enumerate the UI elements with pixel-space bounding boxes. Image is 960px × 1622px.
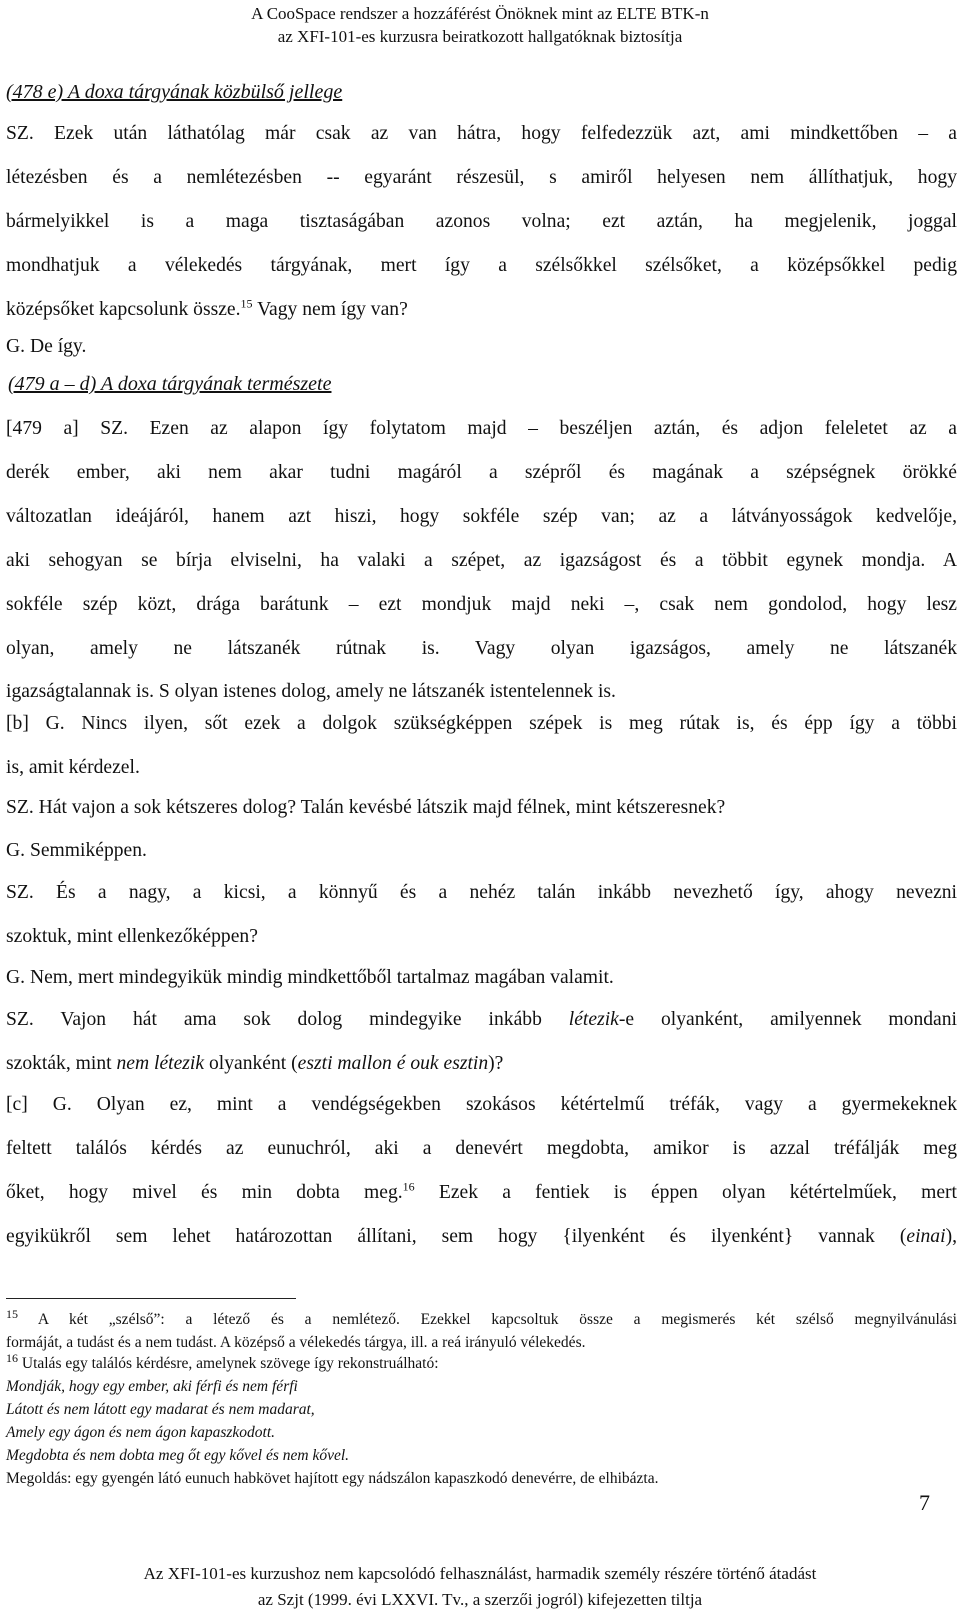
text-line: olyan, amely ne látszanék rútnak is. Vagy olyan igazságos, amely ne látszanék <box>6 637 957 659</box>
text-line: létezésben és a nemlétezésben -- egyaránt részesül, s amiről helyesen nem állíthatjuk, hogy <box>6 166 957 188</box>
riddle-solution: Megoldás: egy gyengén látó eunuch habkövet hajított egy nádszálon kapaszkodó denevérre, de elhibázta. <box>6 1470 659 1487</box>
text-line: sokféle szép közt, drága barátunk – ezt mondjuk majd neki –, csak nem gondolod, hogy lesz <box>6 593 957 615</box>
text-line: SZ. És a nagy, a kicsi, a könnyű és a nehéz talán inkább nevezhető így, ahogy nevezni <box>6 882 957 903</box>
riddle-line: Látott és nem látott egy madarat és nem madarat, <box>6 1401 315 1418</box>
text-line: SZ. Vajon hát ama sok dolog mindegyike inkább létezik-e olyanként, amilyennek mondani <box>6 1009 957 1030</box>
text-line: is, amit kérdezel. <box>6 756 140 778</box>
paragraph-nagy-kicsi <box>6 871 957 959</box>
text-line: őket, hogy mivel és min dobta meg.$^{16}$ Ezek a fentiek is éppen olyan kétértelműek, mert <box>6 1179 957 1203</box>
riddle-line: Megdobta és nem dobta meg őt egy kővel és nem kővel. <box>6 1447 350 1464</box>
footer-line-2: az Szjt (1999. évi LXXVI. Tv., a szerzői jogról) kifejezetten tiltja <box>257 1590 703 1609</box>
text-line: aki sehogyan se bírja elviselni, ha valaki a szépet, az igazságost és a többit egynek mondja. A <box>6 549 957 571</box>
footnote-separator <box>6 1298 296 1299</box>
text-line: szokták, mint nem létezik olyanként (eszti mallon é ouk esztin)? <box>6 1052 504 1074</box>
text-line: derék ember, aki nem akar tudni magáról a szépről és magának a szépségnek örökké <box>6 461 957 483</box>
header-line-1: A CooSpace rendszer a hozzáférést Önöknek mint az ELTE BTK-n <box>251 4 709 23</box>
text-line: igazságtalannak is. S olyan istenes dolog, amely ne látszanék istentelennek is. <box>6 681 616 703</box>
text-line: változatlan ideájáról, hanem azt hiszi, hogy sokféle szép van; az a látványosságok kedvelője, <box>6 505 957 527</box>
text-line: feltett találós kérdés az eunuchról, aki a denevért megdobta, amikor is azzal tréfálják meg <box>6 1137 957 1159</box>
section1-paragraph <box>6 112 957 332</box>
reply-line: G. De így. <box>6 336 87 357</box>
header-line-2: az XFI-101-es kurzusra beiratkozott hallgatóknak biztosítja <box>277 27 683 46</box>
paragraph-double: SZ. Hát vajon a sok kétszeres dolog? Talán kevésbé látszik majd félnek, mint kétszeresnek? <box>6 797 726 818</box>
text-line: bármelyikkel is a maga tisztaságában azonos volna; ezt aztán, ha megjelenik, joggal <box>6 210 957 232</box>
riddle-line: Mondják, hogy egy ember, aki férfi és nem férfi <box>6 1378 298 1395</box>
paragraph-479c <box>6 1083 957 1259</box>
section-title-478e: (478 e) A doxa tárgyának közbülső jellege <box>6 81 343 103</box>
footnote-ref-16[interactable]: 16 <box>402 1179 415 1194</box>
footer-line-1: Az XFI-101-es kurzushoz nem kapcsolódó felhasználást, harmadik személy részére történő átadást <box>143 1564 817 1583</box>
text-line: SZ. Ezek után láthatólag már csak az van hátra, hogy felfedezzük azt, ami mindkettőben – a <box>6 123 957 144</box>
text-line: középsőket kapcsolunk össze.$^{15}$ Vagy nem így van? <box>6 296 408 320</box>
paragraph-479a <box>6 407 957 714</box>
text-line: [c] G. Olyan ez, mint a vendégségekben szokásos kétértelmű tréfák, vagy a gyermekeknek <box>6 1094 957 1115</box>
footnote-15: $^{15}$ A két „szélső”: a létező és a nemlétező. Ezekkel kapcsoltuk össze a megismerés két szélső megnyilvánulási formáját, a tudást és a nem tudást. A középső a vélekedés tárgya, ill. a reá irányuló vélekedés. <box>6 1306 957 1351</box>
text-line: [479 a] SZ. Ezen az alapon így folytatom majd – beszéljen aztán, és adjon feleletet az a <box>6 418 957 439</box>
page-number: 7 <box>919 1490 930 1515</box>
text-line: [b] G. Nincs ilyen, sőt ezek a dolgok szükségképpen szépek is meg rútak is, és épp így a többi <box>6 713 957 734</box>
paragraph-mindkettobol: G. Nem, mert mindegyikük mindig mindkettőből tartalmaz magában valamit. <box>6 967 614 988</box>
section-title-479: (479 a – d) A doxa tárgyának természete <box>8 373 332 395</box>
text-line: mondhatjuk a vélekedés tárgyának, mert így a szélsőkkel szélsőket, a középsőkkel pedig <box>6 254 957 276</box>
footnote-16: $^{16}$ Utalás egy találós kérdésre, amelynek szövege így rekonstruálható: Mondják, hogy egy ember, aki férfi és nem férfi Látott és nem látott egy madarat és nem madarat, Amely egy ágon és nem ágon kapaszkodott. Megdobta és nem dobta meg őt egy kővel és nem kővel. Megoldás: egy gyengén látó eunuch habkövet hajított egy nádszálon kapaszkodó denevérre, de elhibázta. <box>6 1352 957 1490</box>
paragraph-479b <box>6 702 957 790</box>
paragraph-semmikeppen: G. Semmiképpen. <box>6 840 147 861</box>
text-line: szoktuk, mint ellenkezőképpen? <box>6 925 258 947</box>
text-line: egyikükről sem lehet határozottan állítani, sem hogy {ilyenként és ilyenként} vannak (einai), <box>6 1225 957 1247</box>
paragraph-letezik <box>6 998 957 1086</box>
footnote-ref-15[interactable]: 15 <box>240 296 253 311</box>
riddle-line: Amely egy ágon és nem ágon kapaszkodott. <box>6 1424 276 1441</box>
